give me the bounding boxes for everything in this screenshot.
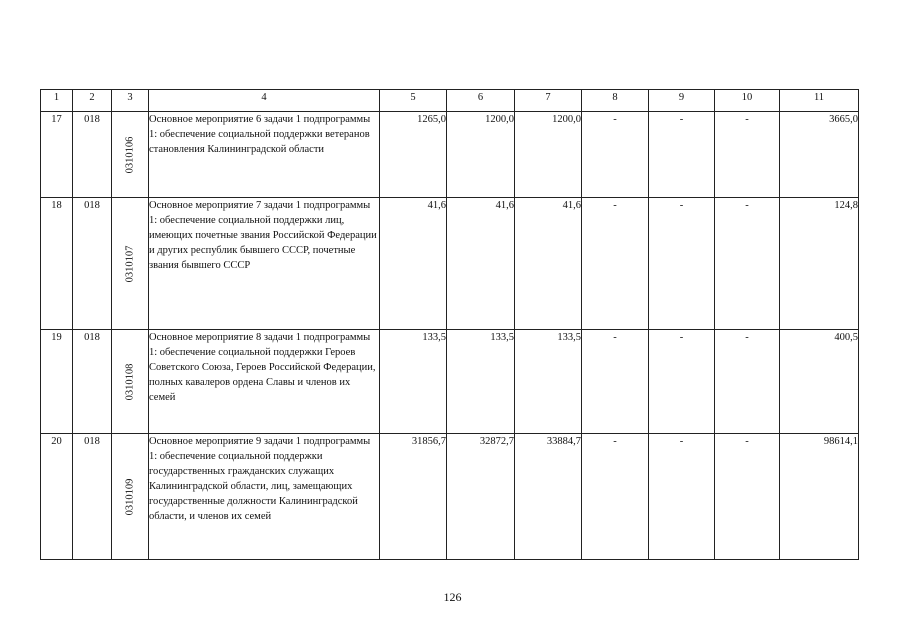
- code-cell: [112, 112, 149, 198]
- header-cell-2: 2: [73, 90, 112, 112]
- row-number: 19: [41, 330, 73, 434]
- org-code: 018: [73, 112, 112, 198]
- header-cell-11: 11: [780, 90, 859, 112]
- code-cell: [112, 198, 149, 330]
- page-number: 126: [443, 590, 462, 604]
- table-row: [41, 434, 859, 560]
- org-code: 018: [73, 330, 112, 434]
- row-description: Основное мероприятие 7 задачи 1 подпрограммы 1: обеспечение социальной поддержки лиц, имеющих почетные звания Российской Федерации и других республик бывшего СССР, почетные звания бывшего СССР: [149, 198, 380, 330]
- value-col-7: 133,5: [515, 330, 582, 434]
- value-col-9: -: [649, 112, 715, 198]
- value-col-6: 133,5: [447, 330, 515, 434]
- header-cell-1: 1: [41, 90, 73, 112]
- table-row: [41, 112, 859, 198]
- header-row: [41, 90, 859, 112]
- value-col-8: -: [582, 434, 649, 560]
- value-col-6: 41,6: [447, 198, 515, 330]
- value-col-5: 1265,0: [380, 112, 447, 198]
- row-number: 20: [41, 434, 73, 560]
- value-col-10: -: [715, 434, 780, 560]
- value-col-5: 41,6: [380, 198, 447, 330]
- program-code: 0310107: [124, 245, 136, 282]
- header-cell-10: 10: [715, 90, 780, 112]
- value-col-10: -: [715, 198, 780, 330]
- value-col-6: 1200,0: [447, 112, 515, 198]
- header-cell-6: 6: [447, 90, 515, 112]
- row-number: 17: [41, 112, 73, 198]
- header-cell-4: 4: [149, 90, 380, 112]
- value-col-8: -: [582, 198, 649, 330]
- value-col-7: 41,6: [515, 198, 582, 330]
- value-col-5: 133,5: [380, 330, 447, 434]
- row-description: Основное мероприятие 6 задачи 1 подпрограммы 1: обеспечение социальной поддержки ветеранов становления Калининградской области: [149, 112, 380, 198]
- header-cell-3: 3: [112, 90, 149, 112]
- program-code: 0310108: [124, 363, 136, 400]
- value-col-7: 1200,0: [515, 112, 582, 198]
- header-cell-5: 5: [380, 90, 447, 112]
- value-col-9: -: [649, 434, 715, 560]
- value-col-11: 3665,0: [780, 112, 859, 198]
- value-col-11: 98614,1: [780, 434, 859, 560]
- header-cell-7: 7: [515, 90, 582, 112]
- row-description: Основное мероприятие 8 задачи 1 подпрограммы 1: обеспечение социальной поддержки Героев Советского Союза, Героев Российской Федерации, полных кавалеров ордена Славы и членов их семей: [149, 330, 380, 434]
- value-col-8: -: [582, 330, 649, 434]
- row-description: Основное мероприятие 9 задачи 1 подпрограммы 1: обеспечение социальной поддержки государственных гражданских служащих Калининградской области, лиц, замещающих государственные должности Калининградской области, и членов их семей: [149, 434, 380, 560]
- value-col-9: -: [649, 198, 715, 330]
- value-col-10: -: [715, 112, 780, 198]
- value-col-7: 33884,7: [515, 434, 582, 560]
- value-col-10: -: [715, 330, 780, 434]
- header-cell-8: 8: [582, 90, 649, 112]
- program-code: 0310109: [124, 478, 136, 515]
- value-col-5: 31856,7: [380, 434, 447, 560]
- value-col-9: -: [649, 330, 715, 434]
- row-number: 18: [41, 198, 73, 330]
- value-col-8: -: [582, 112, 649, 198]
- table-row: [41, 330, 859, 434]
- program-code: 0310106: [124, 136, 136, 173]
- header-cell-9: 9: [649, 90, 715, 112]
- budget-table: [40, 89, 859, 560]
- code-cell: [112, 434, 149, 560]
- value-col-11: 124,8: [780, 198, 859, 330]
- org-code: 018: [73, 198, 112, 330]
- org-code: 018: [73, 434, 112, 560]
- value-col-6: 32872,7: [447, 434, 515, 560]
- table-row: [41, 198, 859, 330]
- value-col-11: 400,5: [780, 330, 859, 434]
- code-cell: [112, 330, 149, 434]
